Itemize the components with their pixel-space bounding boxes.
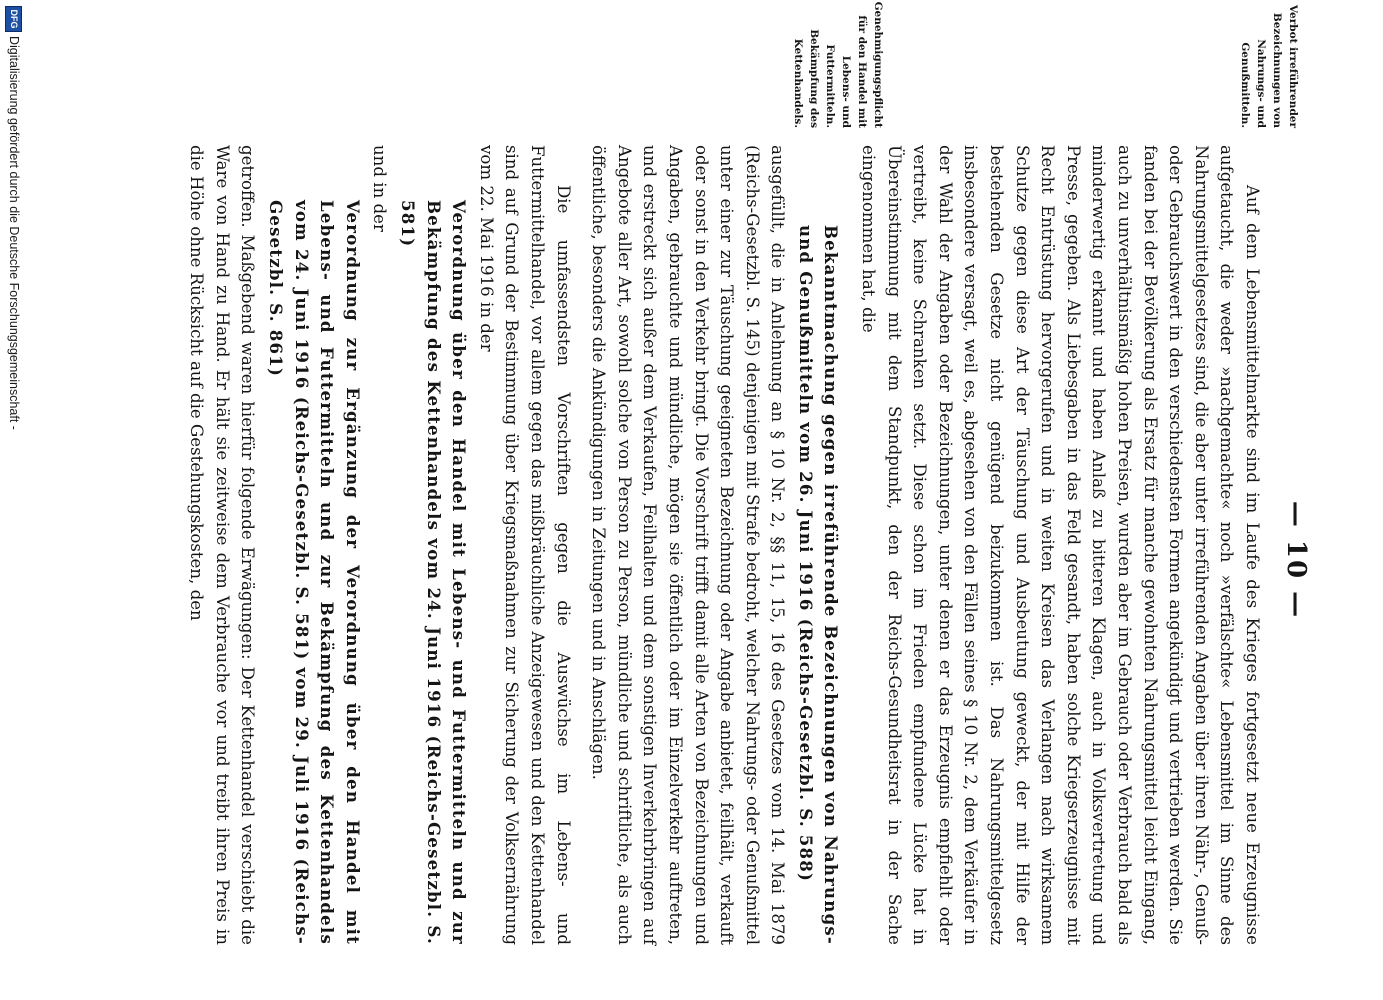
spacer [576, 145, 586, 945]
page-number: — 10 — [1281, 500, 1311, 620]
paragraph-chain-trade: getroffen. Maßgebend waren hierfür folgende Erwägungen: Der Kettenhandel verschiebt die Ware von Hand zu Hand. Er hält sie zeitweise dem Verbrauche vor und treibt ihren Preis in die Höhe ohne Rücksicht auf die Gestehungskosten, den [187, 145, 258, 945]
law-citation-june-24: Verordnung über den Handel mit Lebens- und Futtermitteln und zur Bekämpfung des Kettenhandels vom 24. Juni 1916 (Reichs-Gesetzbl. S. 581) [398, 200, 470, 945]
paragraph-food-market: Auf dem Lebensmittelmarkte sind im Laufe des Krieges fortgesetzt neue Erzeugnisse aufgetaucht, die weder »nachgemachte« noch »verfälschte« Lebensmittel im Sinne des Nahrungsmittelgesetzes sind, die aber unter irreführenden Angaben über ihren Nähr-, Genuß- oder Gebrauchswert in den verschiedensten Formen angekündigt und vertrieben werden. Sie fanden bei der Bevölkerung als Ersatz für manche gewohnten Nahrungsmittel leicht Eingang, auch zu unverhältnismäßig hohen Preisen, wurden aber im Gebrauch oder Verbrauch bald als minderwertig erkannt und haben Anlaß zu bitteren Klagen, auch in Volksvertretung und Presse, gegeben. Als Liebesgaben in das Feld gesandt, haben solche Kriegserzeugnisse mit Recht Entrüstung hervorgerufen und in weiten Kreisen das Verlangen nach wirksamem Schutze gegen diese Art der Täuschung und Ausbeutung geweckt, der mit Hilfe der bestehenden Gesetze nicht genügend beizukommen ist. Das Nahrungsmittelgesetz insbesondere versagt, weil es, abgesehen von den Fällen seines § 10 Nr. 2, dem Verkäufer in der Wahl der Angaben oder Bezeichnungen, unter denen er das Erzeugnis empfiehlt oder vertreibt, keine Schranken setzt. Diese schon im Frieden empfundene Lücke hat in Übereinstimmung mit dem Standpunkt, den der Reichs-Gesundheitsrat in der Sache eingenommen hat, die [859, 145, 1262, 945]
spacer [846, 145, 856, 945]
footer-credit: Digitalisierung gefördert durch die Deutsche Forschungsgemeinschaft - [7, 36, 21, 430]
law-citation-july-29: Verordnung zur Ergänzung der Verordnung über den Handel mit Lebens- und Futtermitteln und zur Bekämpfung des Kettenhandels vom 24. Juni 1916 (Reichs-Gesetzbl. S. 581) vom 29. Juli 1916 (Reichs-Gesetzbl. S. 861) [266, 200, 363, 945]
digitization-footer [1, 0, 25, 1000]
body-text [184, 145, 1265, 945]
margin-note-misleading-labels: Verbot irreführender Bezeichnungen von Nahrungs- und Genußmitteln. [1239, 4, 1299, 128]
paragraph-penalties: ausgefüllt, die in Anlehnung an § 10 Nr. 2, §§ 11, 15, 16 des Gesetzes vom 14. Mai 1879 (Reichs-Gesetzbl. S. 145) denjenigen mit Strafe bedroht, welcher Nahrungs- oder Genußmittel unter einer zur Täuschung geeigneten Bezeichnung oder Angabe anbietet, feilhält, verkauft oder sonst in den Verkehr bringt. Die Vorschrift trifft damit alle Arten von Bezeichnungen und Angaben, gebrauchte und mündliche, mögen sie öffentlich oder im Einzelverkehr auftreten, und erstreckt sich außer dem Verkaufen, Feilhalten und dem sonstigen Inverkehrbringen auf Angebote aller Art, sowohl solche von Person zu Person, mündliche und schriftliche, als auch öffentliche, besonders die Ankündigungen in Zeitungen und in Anschlägen. [589, 145, 788, 945]
margin-note-chain-trade: Genehmigungspflicht für den Handel mit Lebens- und Futtermitteln. Bekämpfung des Kettenhandels. [792, 1, 884, 128]
connector-text: und in der [370, 145, 390, 232]
paragraph-regulations: Die umfassendsten Vorschriften gegen die Auswüchse im Lebens- und Futtermittelhandel, vor allem gegen das mißbräuchliche Anzeigewesen und den Kettenhandel sind auf Grund der Bestimmung über Kriegsmaßnahmen zur Sicherung der Volksernährung vom 22. Mai 1916 in der [476, 145, 573, 945]
dfg-logo-icon: DFG [5, 6, 22, 32]
law-citation-june-26: Bekanntmachung gegen irreführende Bezeichnungen von Nahrungs- und Genußmitteln vom 26. Juni 1916 (Reichs-Gesetzbl. S. 588) [795, 225, 842, 945]
